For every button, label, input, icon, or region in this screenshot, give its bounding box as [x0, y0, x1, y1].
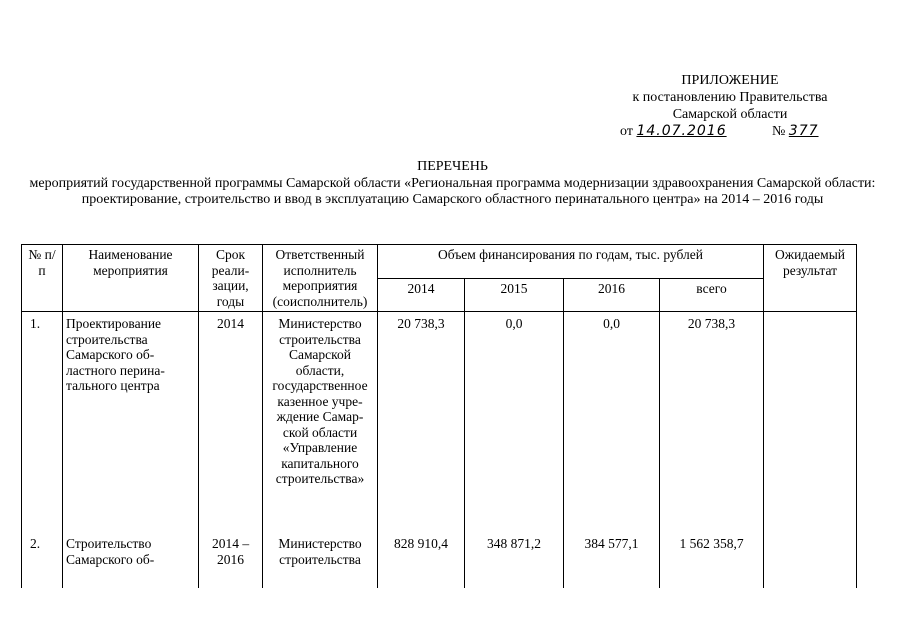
- row-name: Строительство Самарского об-: [63, 532, 199, 588]
- row-total: 20 738,3: [660, 312, 764, 533]
- row-term: 2014: [199, 312, 263, 533]
- appendix-block: [600, 72, 860, 140]
- row-2014: 828 910,4: [378, 532, 465, 588]
- row-result: [764, 532, 857, 588]
- row-2015: 0,0: [465, 312, 564, 533]
- row-result: [764, 312, 857, 533]
- from-label: от: [620, 124, 633, 139]
- document-title: ПЕРЕЧЕНЬ: [417, 159, 488, 174]
- header-year-2015: 2015: [465, 278, 564, 312]
- row-executor: Министерство строительства Самарской области, государственное казенное учре-ждение Самар-ской области «Управление капитального строительства»: [263, 312, 378, 533]
- row-2015: 348 871,2: [465, 532, 564, 588]
- handwritten-date: 14.07.2016: [636, 123, 727, 139]
- appendix-date-line: [600, 123, 860, 140]
- row-2016: 384 577,1: [564, 532, 660, 588]
- header-result: Ожидаемый результат: [764, 245, 857, 312]
- row-num: 1.: [22, 312, 63, 533]
- table-header-row: [22, 245, 857, 279]
- header-year-2016: 2016: [564, 278, 660, 312]
- header-term: Срок реали-зации, годы: [199, 245, 263, 312]
- header-year-2014: 2014: [378, 278, 465, 312]
- appendix-line-region: Самарской области: [672, 107, 788, 122]
- row-num: 2.: [22, 532, 63, 588]
- measures-table: [21, 244, 857, 588]
- appendix-title: ПРИЛОЖЕНИЕ: [681, 73, 779, 88]
- number-label: №: [771, 124, 786, 139]
- document-subtitle: мероприятий государственной программы Самарской области «Региональная программа модернизации здравоохранения Самарской области: проектирование, строительство и ввод в эксплуатацию Самарского областного перинатального центра» на 2014 – 2016 годы: [29, 176, 876, 207]
- table-row: [22, 532, 857, 588]
- appendix-line-decree: к постановлению Правительства: [632, 90, 828, 105]
- header-funding: Объем финансирования по годам, тыс. рублей: [378, 245, 764, 279]
- header-total: всего: [660, 278, 764, 312]
- header-executor: Ответственный исполнитель мероприятия (соисполнитель): [263, 245, 378, 312]
- row-total: 1 562 358,7: [660, 532, 764, 588]
- row-2016: 0,0: [564, 312, 660, 533]
- row-name: Проектирование строительства Самарского об-ластного перина-тального центра: [63, 312, 199, 533]
- handwritten-number: 377: [788, 123, 819, 139]
- row-executor: Министерство строительства: [263, 532, 378, 588]
- header-num: № п/п: [22, 245, 63, 312]
- table-row: [22, 312, 857, 533]
- row-term: 2014 – 2016: [199, 532, 263, 588]
- header-name: Наименование мероприятия: [63, 245, 199, 312]
- row-2014: 20 738,3: [378, 312, 465, 533]
